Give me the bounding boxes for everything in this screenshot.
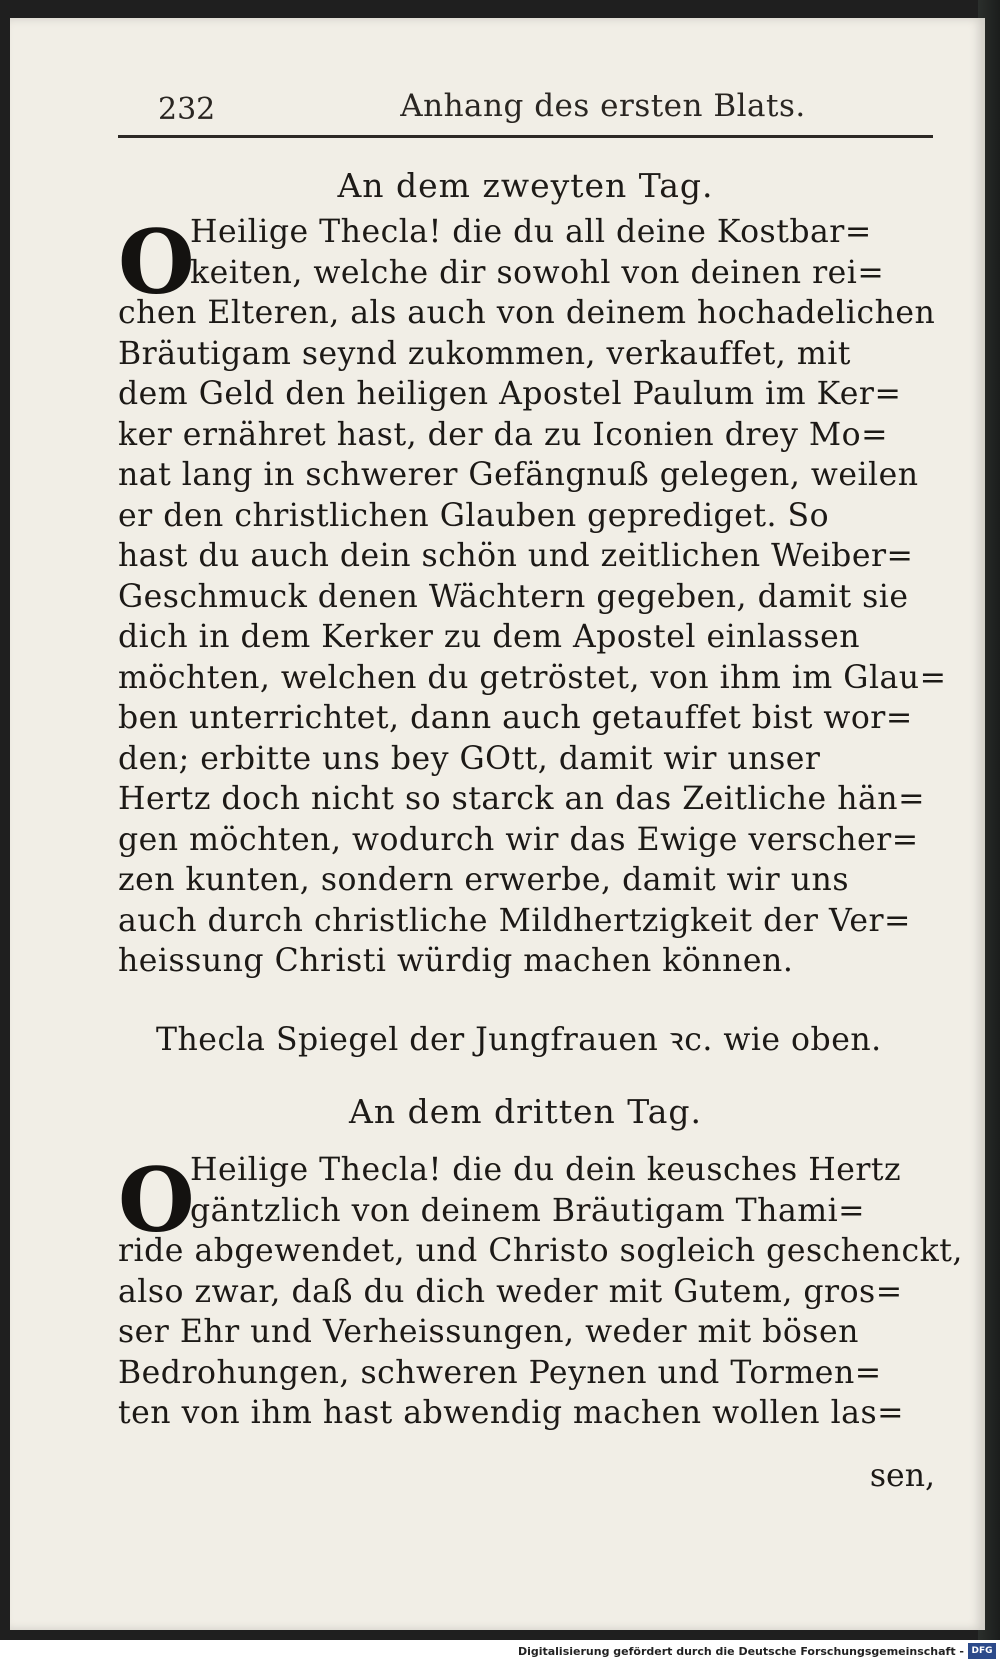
prayer-day-two — [118, 210, 947, 982]
catchword: sen, — [869, 1458, 935, 1494]
text-line: Bedrohungen, schweren Peynen und Tormen= — [118, 1354, 882, 1391]
text-line: ride abgewendet, und Christo sogleich geschenckt, — [118, 1233, 963, 1269]
text-line: zen kunten, sondern erwerbe, damit wir uns — [118, 862, 849, 898]
text-line: ser Ehr und Verheissungen, weder mit bösen — [118, 1314, 859, 1350]
text-line: nat lang in schwerer Gefängnuß gelegen, weilen — [118, 457, 919, 493]
text-line: Hertz doch nicht so starck an das Zeitliche hän= — [118, 781, 925, 817]
text-line: Heilige Thecla! die du dein keusches Hertz — [190, 1152, 902, 1188]
text-line: Heilige Thecla! die du all deine Kostbar= — [190, 214, 872, 250]
text-line: dich in dem Kerker zu dem Apostel einlassen — [118, 619, 861, 655]
text-line: den; erbitte uns bey GOtt, damit wir unser — [118, 740, 821, 777]
text-line: ker ernähret hast, der da zu Iconien drey Mo= — [118, 416, 889, 453]
text-line: Geschmuck denen Wächtern gegeben, damit sie — [118, 578, 909, 615]
dfg-logo: DFG — [968, 1643, 996, 1659]
section-heading-day-two: An dem zweyten Tag. — [337, 166, 714, 205]
text-line: keiten, welche dir sowohl von deinen rei= — [190, 254, 885, 291]
refrain-line: Thecla Spiegel der Jungfrauen ꝛc. wie oben. — [156, 1022, 882, 1058]
drop-cap-initial: O — [118, 210, 196, 314]
header-rule — [118, 135, 933, 138]
text-line: also zwar, daß du dich weder mit Gutem, gros= — [118, 1273, 903, 1310]
prayer-day-three — [118, 1148, 963, 1434]
text-line: möchten, welchen du getröstet, von ihm im Glau= — [118, 659, 947, 696]
page-number: 232 — [158, 92, 216, 127]
text-line: dem Geld den heiligen Apostel Paulum im Ker= — [118, 376, 902, 412]
page-header — [118, 88, 933, 128]
text-line: Bräutigam seynd zukommen, verkauffet, mit — [118, 335, 851, 372]
text-line: ten von ihm hast abwendig machen wollen las= — [118, 1395, 905, 1431]
text-line: auch durch christliche Mildhertzigkeit der Ver= — [118, 902, 911, 939]
funding-credit: Digitalisierung gefördert durch die Deutsche Forschungsgemeinschaft - — [517, 1645, 964, 1658]
running-head: Anhang des ersten Blats. — [400, 88, 806, 124]
text-line: chen Elteren, als auch von deinem hochadelichen — [118, 295, 936, 331]
text-line: gen möchten, wodurch wir das Ewige verscher= — [118, 821, 919, 858]
text-line: heissung Christi würdig machen können. — [118, 943, 794, 979]
text-line: gäntzlich von deinem Bräutigam Thami= — [190, 1192, 866, 1229]
text-line: hast du auch dein schön und zeitlichen Weiber= — [118, 538, 914, 574]
digitization-footer — [0, 1640, 1000, 1665]
section-heading-day-three: An dem dritten Tag. — [349, 1092, 702, 1131]
text-line: ben unterrichtet, dann auch getauffet bist wor= — [118, 700, 913, 736]
text-line: er den christlichen Glauben geprediget. So — [118, 497, 830, 534]
drop-cap-initial: O — [118, 1148, 196, 1252]
